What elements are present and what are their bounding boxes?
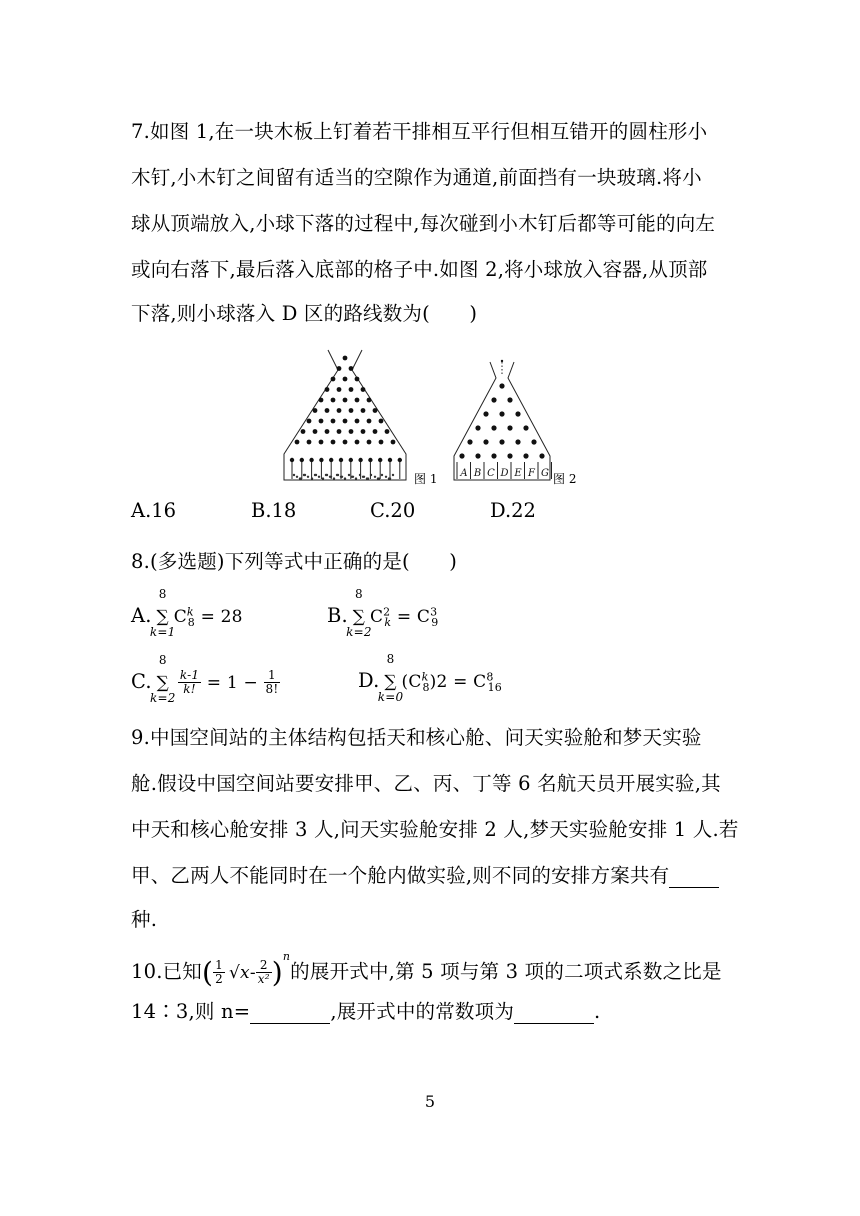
peg — [349, 458, 353, 462]
summation-sign: 8 ∑ k=2 — [150, 652, 176, 705]
ball — [336, 474, 338, 476]
peg — [300, 458, 304, 462]
galton-board-figure-2 — [450, 348, 600, 486]
bin-label: G — [541, 468, 549, 479]
figure-1-label: 图 1 — [414, 472, 438, 486]
peg — [337, 429, 342, 434]
figure-2-label: 图 2 — [553, 472, 577, 486]
ball — [333, 477, 335, 479]
peg — [343, 419, 348, 424]
q9-line-4-text: 甲、乙两人不能同时在一个舱内做实验,则不同的安排方案共有 — [131, 864, 670, 887]
peg — [325, 408, 330, 413]
fraction: $\frac{1}{8!}$ — [265, 668, 279, 696]
ball — [299, 477, 301, 479]
q8-option-a-expr: $C^k_8 = 28$ — [173, 605, 243, 630]
peg — [475, 453, 480, 458]
peg — [515, 439, 520, 444]
ball — [355, 477, 357, 479]
ball — [385, 476, 387, 478]
q10-prefix: 10.已知 — [131, 960, 203, 983]
peg — [290, 458, 294, 462]
peg — [343, 398, 348, 403]
q7-line-2: 木钉,小木钉之间留有适当的空隙作为通道,前面挡有一块玻璃.将小 — [131, 166, 702, 189]
q10-line-2-c: . — [594, 1000, 601, 1023]
q10-line-1 — [131, 950, 722, 989]
peg — [331, 377, 336, 382]
peg — [349, 366, 354, 371]
minus-sign: - — [249, 963, 256, 983]
ball — [370, 474, 372, 476]
peg — [361, 429, 366, 434]
peg — [367, 419, 372, 424]
q10-line-2 — [131, 996, 600, 1024]
peg — [325, 387, 330, 392]
exponent: n — [282, 950, 291, 963]
answer-blank-n[interactable] — [250, 1000, 330, 1024]
ball — [362, 476, 364, 478]
bin-label: E — [514, 468, 522, 479]
peg — [319, 398, 324, 403]
bin-label: F — [528, 468, 535, 479]
answer-blank[interactable] — [669, 864, 719, 888]
q8-option-b-prefix: B. — [327, 604, 348, 627]
ball — [314, 474, 316, 476]
ball — [303, 474, 305, 476]
peg — [379, 419, 384, 424]
q8-option-d-prefix: D. — [358, 669, 380, 692]
q7-line-5: 下落,则小球落入 D 区的路线数为( ) — [131, 302, 478, 325]
peg — [398, 458, 402, 462]
peg — [531, 439, 536, 444]
peg — [319, 419, 324, 424]
peg — [358, 458, 362, 462]
ball — [307, 476, 309, 478]
q8-stem: 8.(多选题)下列等式中正确的是( ) — [131, 550, 458, 573]
bin-label: A — [460, 468, 468, 479]
q9-line-2: 舱.假设中国空间站要安排甲、乙、丙、丁等 6 名航天员开展实验,其 — [131, 772, 721, 795]
peg — [367, 398, 372, 403]
ball — [374, 476, 376, 478]
peg — [523, 453, 528, 458]
q10-line-2-b: ,展开式中的常数项为 — [330, 1000, 515, 1023]
peg — [343, 440, 348, 445]
peg — [361, 408, 366, 413]
summation-sign: 8 ∑ k=2 — [346, 586, 372, 639]
ball — [381, 474, 383, 476]
peg — [391, 440, 396, 445]
q10-line-2-a: 14∶3,则 n= — [131, 1000, 251, 1023]
ball — [322, 477, 324, 479]
peg — [539, 453, 544, 458]
peg — [373, 429, 378, 434]
peg — [499, 439, 504, 444]
peg — [385, 429, 390, 434]
q9-line-1: 9.中国空间站的主体结构包括天和核心舱、问天实验舱和梦天实验 — [131, 726, 702, 749]
peg — [491, 425, 496, 430]
right-paren: ) — [271, 956, 283, 989]
peg — [483, 439, 488, 444]
peg — [307, 440, 312, 445]
ball — [377, 477, 379, 479]
peg — [388, 458, 392, 462]
q8-option-b-expr: $C^2_k = C^3_9$ — [369, 605, 439, 630]
ball — [366, 477, 368, 479]
sqrt-x: √x — [228, 963, 250, 983]
q7-option-b: B.18 — [251, 499, 297, 522]
sum-upper: 8 — [158, 586, 167, 601]
q8-option-d-expr: $(C^k_8)2 = C^8_{16}$ — [401, 670, 502, 695]
ball — [388, 477, 390, 479]
q10-suffix: 的展开式中,第 5 项与第 3 项的二项式系数之比是 — [290, 960, 722, 983]
peg — [295, 440, 300, 445]
galton-board-figures — [280, 348, 610, 490]
q7-option-c: C.20 — [370, 499, 416, 522]
peg — [355, 440, 360, 445]
peg — [507, 425, 512, 430]
ball — [348, 474, 350, 476]
ball — [311, 477, 313, 479]
peg — [475, 425, 480, 430]
q7-option-a: A.16 — [131, 499, 177, 522]
ball — [359, 474, 361, 476]
peg — [319, 440, 324, 445]
q9-line-4 — [131, 860, 719, 888]
peg — [313, 429, 318, 434]
peg — [319, 458, 323, 462]
peg — [483, 411, 488, 416]
q9-line-3: 中天和核心舱安排 3 人,问天实验舱安排 2 人,梦天实验舱安排 1 人.若 — [131, 818, 739, 841]
peg — [515, 411, 520, 416]
ball — [293, 474, 295, 476]
peg — [355, 377, 360, 382]
q7-line-4: 或向右落下,最后落入底部的格子中.如图 2,将小球放入容器,从顶部 — [131, 258, 708, 281]
peg — [367, 440, 372, 445]
ball — [329, 476, 331, 478]
q8-option-c-mid: = 1 − — [201, 673, 264, 693]
peg — [507, 397, 512, 402]
peg — [355, 398, 360, 403]
ball — [325, 474, 327, 476]
fraction: $\frac{2}{\text{x²}}$ — [257, 958, 270, 986]
peg — [331, 398, 336, 403]
ball — [296, 476, 298, 478]
ball — [318, 476, 320, 478]
peg — [329, 458, 333, 462]
left-paren: ( — [202, 956, 214, 989]
summation-sign: 8 ∑ k=0 — [377, 651, 404, 704]
board-outline — [454, 362, 550, 480]
peg — [378, 458, 382, 462]
summation-sign: 8 ∑ k=1 — [152, 607, 174, 627]
peg — [313, 408, 318, 413]
ball — [501, 360, 503, 362]
peg — [339, 458, 343, 462]
peg — [355, 419, 360, 424]
q8-option-c — [131, 652, 280, 705]
peg — [309, 458, 313, 462]
bin-label: C — [487, 468, 495, 479]
peg — [507, 453, 512, 458]
peg — [343, 377, 348, 382]
q7-line-1: 7.如图 1,在一块木板上钉着若干排相互平行但相互错开的圆柱形小 — [131, 120, 708, 143]
peg — [491, 397, 496, 402]
peg — [331, 419, 336, 424]
peg — [337, 387, 342, 392]
q7-line-3: 球从顶端放入,小球下落的过程中,每次碰到小木钉后都等可能的向左 — [131, 212, 716, 235]
answer-blank-constant[interactable] — [514, 1000, 594, 1024]
q8-option-c-prefix: C. — [131, 670, 152, 693]
peg — [349, 387, 354, 392]
peg — [337, 408, 342, 413]
galton-board-figure-1 — [280, 348, 440, 486]
q8-option-d — [358, 651, 502, 704]
q8-option-a-prefix: A. — [131, 604, 152, 627]
q9-line-5: 种. — [131, 908, 158, 931]
ball — [351, 476, 353, 478]
peg — [373, 408, 378, 413]
peg — [467, 439, 472, 444]
bin-label: B — [473, 468, 482, 479]
q7-option-d: D.22 — [490, 499, 536, 522]
peg — [459, 453, 464, 458]
peg — [499, 411, 504, 416]
peg — [361, 387, 366, 392]
peg — [337, 366, 342, 371]
peg — [368, 458, 372, 462]
ball — [392, 474, 394, 476]
fraction: $\frac{1}{2}$ — [215, 958, 223, 986]
peg — [499, 383, 504, 388]
ball — [344, 477, 346, 479]
peg — [349, 429, 354, 434]
peg — [325, 429, 330, 434]
ball — [340, 476, 342, 478]
peg — [307, 419, 312, 424]
peg — [379, 440, 384, 445]
peg — [491, 453, 496, 458]
fraction: $\frac{k-1}{k!}$ — [179, 668, 200, 696]
q8-option-b — [327, 586, 439, 639]
peg — [301, 429, 306, 434]
sum-lower: k=1 — [149, 624, 176, 639]
peg — [523, 425, 528, 430]
q8-option-a — [131, 586, 243, 639]
peg — [343, 356, 348, 361]
bin-label: D — [500, 468, 509, 479]
peg — [349, 408, 354, 413]
page-number: 5 — [424, 1092, 436, 1111]
peg — [331, 440, 336, 445]
